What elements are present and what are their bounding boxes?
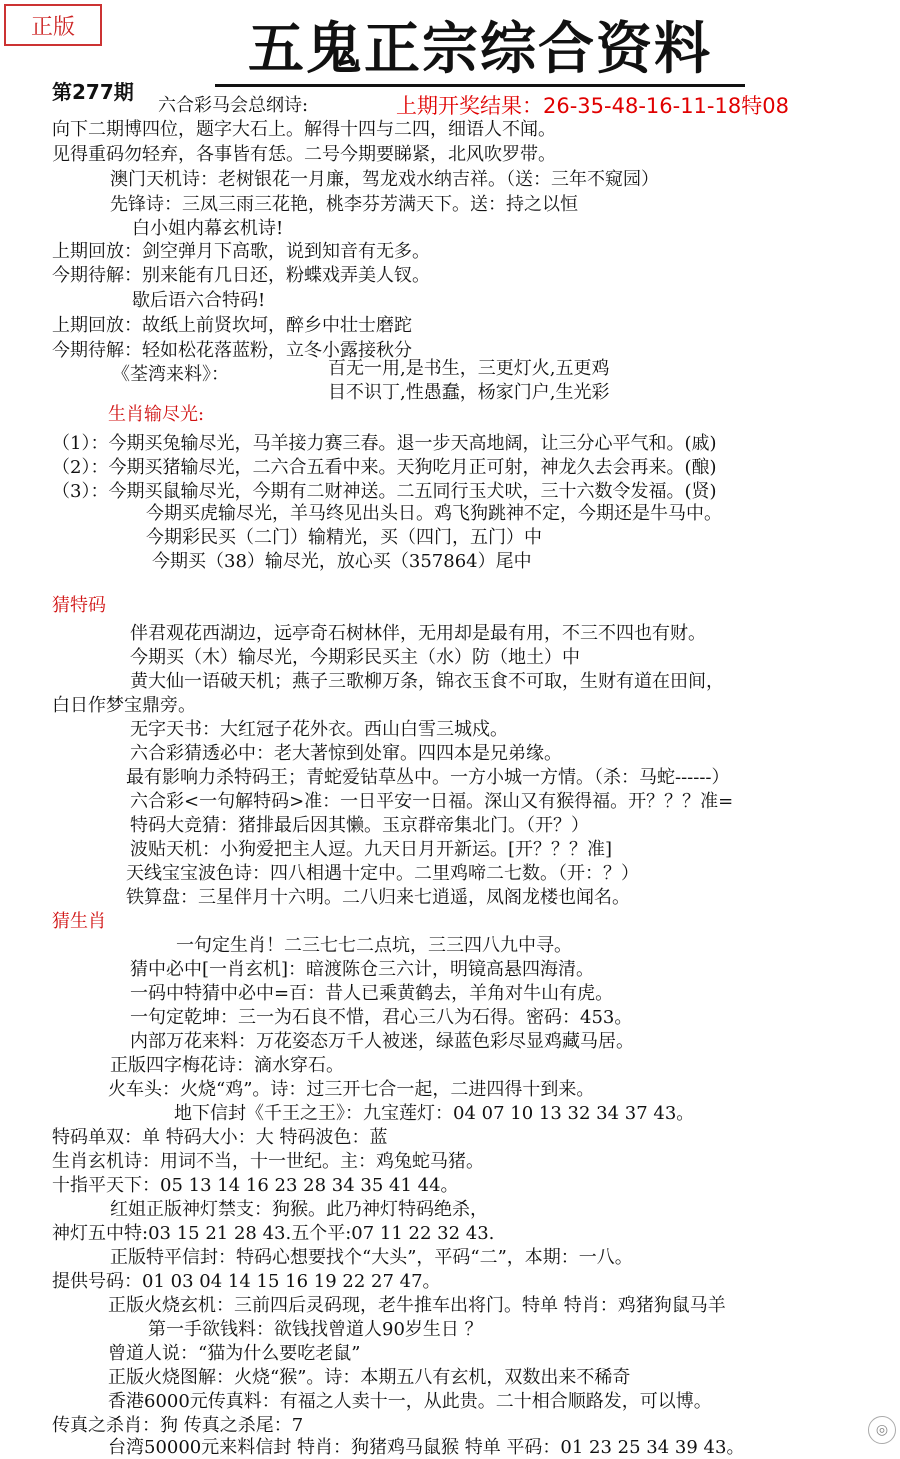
text-line: 波贴天机：小狗爱把主人逗。九天日月开新运。[开？？？准]: [130, 839, 613, 860]
text-line: 神灯五中特:03 15 21 28 43.五个平:07 11 22 32 43.: [52, 1223, 495, 1244]
text-line: 见得重码勿轻弃，各事皆有恁。二号今期要睇紧，北风吹罗带。: [52, 144, 556, 165]
text-line: 特码单双：单 特码大小：大 特码波色：蓝: [52, 1127, 388, 1148]
text-line: 《荃湾来料》：: [112, 364, 229, 385]
text-line: 今期待解：轻如松花落蓝粉，立冬小露接秋分: [52, 340, 412, 361]
genuine-badge: 正版: [4, 4, 102, 46]
section-heading: 生肖输尽光:: [108, 404, 205, 425]
text-line: （2）：今期买猪输尽光，二六合五看中来。天狗吃月正可射，神龙久去会再来。(酿): [52, 457, 717, 478]
last-draw-result: 上期开奖结果：26-35-48-16-11-18特08: [396, 94, 789, 118]
text-line: 正版特平信封：特码心想要找个“大头”，平码“二”，本期：一八。: [110, 1247, 633, 1268]
text-line: 正版火烧玄机：三前四后灵码现，老牛推车出将门。特单 特肖：鸡猪狗鼠马羊: [108, 1295, 726, 1316]
text-line: 内部万花来料：万花姿态万千人被迷，绿蓝色彩尽显鸡藏马居。: [130, 1031, 634, 1052]
section-heading: 猜特码: [52, 595, 106, 616]
text-line: 十指平天下：05 13 14 16 23 28 34 35 41 44。: [52, 1175, 459, 1196]
text-line: 黄大仙一语破天机；燕子三歌柳万条，锦衣玉食不可取，生财有道在田间，: [130, 671, 724, 692]
text-line: 先锋诗：三凤三雨三花艳，桃李芬芳满天下。送：持之以恒: [110, 194, 578, 215]
text-line: 生肖玄机诗：用词不当，十一世纪。主：鸡兔蛇马猪。: [52, 1151, 484, 1172]
text-line: 六合彩马会总纲诗:: [158, 95, 309, 116]
text-line: 今期买虎输尽光，羊马终见出头日。鸡飞狗跳神不定，今期还是牛马中。: [146, 503, 722, 524]
text-line: 向下二期博四位，题字大石上。解得十四与二四，细语人不闻。: [52, 119, 556, 140]
text-line: 地下信封《千王之王》：九宝莲灯：04 07 10 13 32 34 37 43。: [174, 1103, 695, 1124]
text-line: 伴君观花西湖边，远亭奇石树林伴，无用却是最有用，不三不四也有财。: [130, 623, 706, 644]
text-line: 红姐正版神灯禁支：狗猴。此乃神灯特码绝杀，: [110, 1199, 488, 1220]
text-line: 铁算盘：三星伴月十六明。二八归来七逍遥，凤阁龙楼也闻名。: [126, 887, 630, 908]
text-line: 第一手欲钱料：欲钱找曾道人90岁生日 ？: [148, 1319, 483, 1340]
text-line: 正版火烧图解：火烧“猴”。诗：本期五八有玄机，双数出来不稀奇: [108, 1367, 631, 1388]
text-line: 猜中必中[一肖玄机]：暗渡陈仓三六计，明镜高悬四海清。: [130, 959, 595, 980]
text-line: 白小姐内幕玄机诗!: [132, 218, 284, 239]
text-line: 一句定生肖！二三七七二点坑，三三四八九中寻。: [176, 935, 572, 956]
text-line: 澳门天机诗：老树银花一月廉，驾龙戏水纳吉祥。（送：三年不窥园）: [110, 169, 659, 190]
text-line: （3）：今期买鼠输尽光，今期有二财神送。二五同行玉犬吠，三十六数令发福。(贤): [52, 481, 717, 502]
text-line: 今期待解：别来能有几日还，粉蝶戏弄美人钗。: [52, 265, 430, 286]
text-line: 天线宝宝波色诗：四八相遇十定中。二里鸡啼二七数。（开：？）: [126, 863, 639, 884]
text-line: 六合彩猜透必中：老大著惊到处窜。四四本是兄弟缘。: [130, 743, 562, 764]
text-line: 曾道人说：“猫为什么要吃老鼠”: [108, 1343, 361, 1364]
text-line: 目不识丁,性愚蠢，杨家门户,生光彩: [328, 382, 610, 403]
text-line: 无字天书：大红冠子花外衣。西山白雪三城戍。: [130, 719, 508, 740]
page-title: 五鬼正宗综合资料: [248, 17, 712, 82]
text-line: 台湾50000元来料信封 特肖：狗猪鸡马鼠猴 特单 平码：01 23 25 34 39 43。: [108, 1437, 745, 1458]
text-line: 最有影响力杀特码王；青蛇爱钻草丛中。一方小城一方情。（杀：马蛇------）: [126, 767, 730, 788]
text-line: 一句定乾坤：三一为石良不惜，君心三八为石得。密码：453。: [130, 1007, 633, 1028]
text-line: 今期买（木）输尽光，今期彩民买主（水）防（地土）中: [130, 647, 580, 668]
text-line: 今期买（38）输尽光，放心买（357864）尾中: [152, 551, 532, 572]
text-line: 六合彩<一句解特码>准：一日平安一日福。深山又有猴得福。开？？？准=: [130, 791, 734, 812]
text-line: 提供号码：01 03 04 14 15 16 19 22 27 47。: [52, 1271, 441, 1292]
text-line: 香港6000元传真料：有福之人卖十一，从此贵。二十相合顺路发，可以博。: [108, 1391, 712, 1412]
corner-mark-icon: ◎: [868, 1416, 896, 1444]
issue-number: 第277期: [52, 80, 134, 104]
section-heading: 猜生肖: [52, 911, 106, 932]
text-line: 百无一用,是书生，三更灯火,五更鸡: [328, 358, 610, 379]
text-line: 特码大竞猜：猪排最后因其懒。玉京群帝集北门。（开？）: [130, 815, 589, 836]
text-line: 白日作梦宝鼎旁。: [52, 695, 196, 716]
text-line: 歇后语六合特码!: [132, 290, 266, 311]
text-line: 正版四字梅花诗：滴水穿石。: [110, 1055, 344, 1076]
text-line: 今期彩民买（二门）输精光，买（四门，五门）中: [146, 527, 542, 548]
text-line: 火车头：火烧“鸡”。诗：过三开七合一起，二进四得十到来。: [108, 1079, 595, 1100]
text-line: （1）：今期买兔输尽光，马羊接力赛三春。退一步天高地阔，让三分心平气和。(戚): [52, 433, 717, 454]
text-line: 传真之杀肖：狗 传真之杀尾：7: [52, 1415, 304, 1436]
text-line: 一码中特猜中必中=百：昔人已乘黄鹤去，羊角对牛山有虎。: [130, 983, 614, 1004]
text-line: 上期回放：故纸上前贤坎坷，醉乡中壮士磨跎: [52, 315, 412, 336]
text-line: 上期回放：剑空弹月下高歌，说到知音有无多。: [52, 241, 430, 262]
